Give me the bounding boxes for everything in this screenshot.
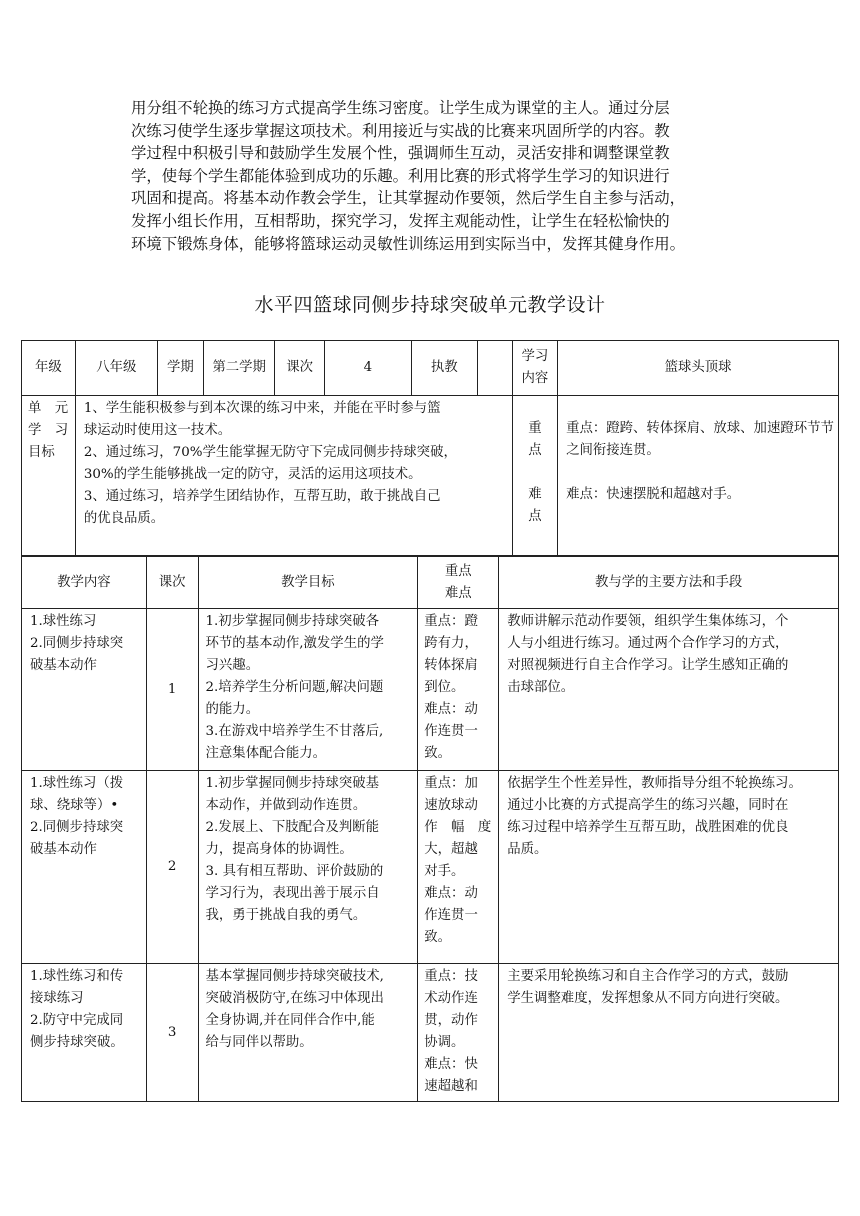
objective-line: 基本掌握同侧步持球突破技术, (205, 969, 384, 984)
key-line: 贯，动作 (424, 1013, 478, 1028)
row-lesson: 1 (146, 609, 198, 771)
lesson-plan-table (21, 556, 839, 1102)
key-difficulty-text (558, 396, 839, 556)
content-line: 2.同侧步持球突 (30, 636, 124, 651)
row-content (22, 964, 147, 1102)
method-line: 品质。 (507, 842, 548, 857)
intro-line: 环境下锻炼身体，能够将篮球运动灵敏性训练运用到实际当中，发挥其健身作用。 (131, 234, 686, 253)
row-lesson: 2 (146, 771, 198, 964)
row-methods (499, 609, 839, 771)
key-difficulty-label (512, 396, 557, 556)
teacher-label: 执教 (411, 341, 477, 396)
term-label: 学期 (157, 341, 203, 396)
learning-content-label-line: 学习 (521, 349, 549, 364)
row-key-points (418, 609, 499, 771)
intro-line: 用分组不轮换的练习方式提高学生练习密度。让学生成为课堂的主人。通过分层 (131, 99, 670, 117)
key-line: 速放球动 (424, 798, 478, 813)
key-line: 跨有力， (424, 636, 478, 651)
content-line: 侧步持球突破。 (30, 1035, 124, 1050)
objective-line: 环节的基本动作,激发学生的学 (205, 636, 384, 651)
method-line: 击球部位。 (507, 680, 575, 695)
objective-line: 3. 具有相互帮助、评价鼓励的 (205, 864, 384, 879)
objective-line: 3.在游戏中培养学生不甘落后, (205, 724, 384, 739)
content-line: 破基本动作 (30, 658, 97, 673)
content-line: 球、绕球等）• (30, 798, 119, 813)
header-teaching-content: 教学内容 (22, 557, 147, 609)
key-line: 难点：动 (424, 702, 478, 717)
key-line: 到位。 (424, 680, 465, 695)
key-line: 转体探肩 (424, 658, 478, 673)
goal-line: 2、通过练习，70%学生能掌握无防守下完成同侧步持球突破， (83, 445, 457, 460)
key-line: 作连贯一 (424, 908, 478, 923)
unit-goals-label-line: 单 元 (28, 401, 69, 416)
method-line: 教师讲解示范动作要领，组织学生集体练习，个 (507, 614, 789, 629)
objective-line: 突破消极防守,在练习中体现出 (205, 991, 384, 1006)
row-objective (198, 771, 418, 964)
content-line: 1.球性练习和传 (30, 969, 124, 984)
header-lesson: 课次 (146, 557, 198, 609)
unit-goals-label-line: 目标 (28, 445, 55, 460)
key-line: 重点：蹬 (424, 614, 478, 629)
row-key-points (418, 964, 499, 1102)
objective-line: 给与同伴以帮助。 (205, 1035, 313, 1050)
grade-value: 八年级 (75, 341, 157, 396)
key-label-char: 重 (528, 421, 542, 436)
key-line: 重点：技 (424, 969, 478, 984)
header-methods: 教与学的主要方法和手段 (499, 557, 839, 609)
content-line: 1.球性练习 (30, 614, 97, 629)
content-line: 1.球性练习（拨 (30, 776, 124, 791)
row-objective (198, 964, 418, 1102)
key-line: 协调。 (424, 1035, 465, 1050)
objective-line: 2.发展上、下肢配合及判断能 (205, 820, 379, 835)
objective-line: 我，勇于挑战自我的勇气。 (205, 908, 367, 923)
document-title: 水平四篮球同侧步持球突破单元教学设计 (254, 294, 606, 316)
learning-content-value: 篮球头顶球 (558, 341, 839, 396)
key-line: 致。 (424, 930, 452, 945)
intro-line: 发挥小组长作用，互相帮助，探究学习，发挥主观能动性，让学生在轻松愉快的 (131, 211, 670, 230)
method-line: 通过小比赛的方式提高学生的练习兴趣，同时在 (507, 798, 789, 813)
key-point: 重点：蹬跨、转体探肩、放球、加速蹬环节节 (566, 421, 834, 436)
objective-line: 2.培养学生分析问题,解决问题 (205, 680, 384, 695)
row-methods (499, 771, 839, 964)
intro-line: 巩固和提高。将基本动作教会学生，让其掌握动作要领，然后学生自主参与活动， (131, 189, 686, 208)
learning-content-label (512, 341, 557, 396)
header-key-difficulty (418, 557, 499, 609)
difficulty-label-char: 难 (528, 487, 542, 502)
key-point-cont: 之间衔接连贯。 (566, 443, 660, 458)
header-objective: 教学目标 (198, 557, 418, 609)
key-line: 致。 (424, 746, 452, 761)
row-content (22, 771, 147, 964)
table-row (22, 771, 839, 964)
key-line: 难点：动 (424, 886, 478, 901)
method-line: 学生调整难度，发挥想象从不同方向进行突破。 (507, 991, 789, 1006)
intro-line: 学，使每个学生都能体验到成功的乐趣。利用比赛的形式将学生学习的知识进行 (131, 166, 670, 185)
intro-line: 次练习使学生逐步掌握这项技术。利用接近与实战的比赛来巩固所学的内容。教 (131, 121, 670, 140)
table-row (22, 964, 839, 1102)
objective-line: 1.初步掌握同侧步持球突破各 (205, 614, 379, 629)
objective-line: 的能力。 (205, 702, 260, 717)
method-line: 对照视频进行自主合作学习。让学生感知正确的 (507, 658, 789, 673)
unit-goals-text (75, 396, 512, 556)
content-line: 破基本动作 (30, 842, 97, 857)
lesson-count-label: 课次 (275, 341, 325, 396)
objective-line: 学习行为，表现出善于展示自 (205, 886, 380, 901)
objective-line: 注意集体配合能力。 (205, 746, 327, 761)
unit-goals-label (22, 396, 76, 556)
key-line: 难点：快 (424, 1057, 478, 1072)
intro-line: 学过程中积极引导和鼓励学生发展个性，强调师生互动，灵活安排和调整课堂教 (131, 144, 670, 163)
key-line: 作 幅 度 (424, 820, 492, 835)
row-lesson: 3 (146, 964, 198, 1102)
key-line: 速超越和 (424, 1079, 478, 1094)
key-line: 大，超越 (424, 842, 478, 857)
method-line: 主要采用轮换练习和自主合作学习的方式，鼓励 (507, 969, 789, 984)
row-objective (198, 609, 418, 771)
key-line: 对手。 (424, 864, 465, 879)
goal-line: 球运动时使用这一技术。 (83, 423, 232, 438)
difficulty-label-char: 点 (528, 509, 542, 524)
objective-line: 习兴趣。 (205, 658, 260, 673)
row-content (22, 609, 147, 771)
row-methods (499, 964, 839, 1102)
grade-label: 年级 (22, 341, 76, 396)
difficulty-point: 难点：快速摆脱和超越对手。 (566, 487, 741, 502)
content-line: 2.防守中完成同 (30, 1013, 124, 1028)
teacher-value (477, 341, 512, 396)
content-line: 接球练习 (30, 991, 84, 1006)
unit-info-table (21, 340, 839, 556)
goal-line: 1、学生能积极参与到本次课的练习中来，并能在平时参与篮 (83, 401, 441, 416)
content-line: 2.同侧步持球突 (30, 820, 124, 835)
row-key-points (418, 771, 499, 964)
intro-paragraph (131, 97, 731, 255)
objective-line: 力，提高身体的协调性。 (205, 842, 353, 857)
table-row (22, 609, 839, 771)
header-difficulty-line: 难点 (444, 585, 472, 601)
header-key-line: 重点 (444, 563, 472, 579)
objective-line: 本动作，并做到动作连贯。 (205, 798, 367, 813)
method-line: 依据学生个性差异性，教师指导分组不轮换练习。 (507, 776, 802, 791)
lesson-count-value: 4 (325, 341, 412, 396)
unit-goals-label-line: 学 习 (28, 423, 69, 438)
key-line: 术动作连 (424, 991, 478, 1006)
term-value: 第二学期 (203, 341, 274, 396)
learning-content-label-line: 内容 (521, 371, 549, 386)
objective-line: 1.初步掌握同侧步持球突破基 (205, 776, 379, 791)
goal-line: 3、通过练习，培养学生团结协作，互帮互助，敢于挑战自己 (83, 489, 441, 504)
key-label-char: 点 (528, 443, 542, 458)
method-line: 练习过程中培养学生互帮互助，战胜困难的优良 (507, 820, 789, 835)
method-line: 人与小组进行练习。通过两个合作学习的方式， (507, 636, 789, 651)
key-line: 作连贯一 (424, 724, 478, 739)
key-line: 重点：加 (424, 776, 478, 791)
objective-line: 全身协调,并在同伴合作中,能 (205, 1013, 375, 1028)
goal-line: 30%的学生能够挑战一定的防守，灵活的运用这项技术。 (83, 467, 422, 482)
goal-line: 的优良品质。 (83, 511, 165, 526)
